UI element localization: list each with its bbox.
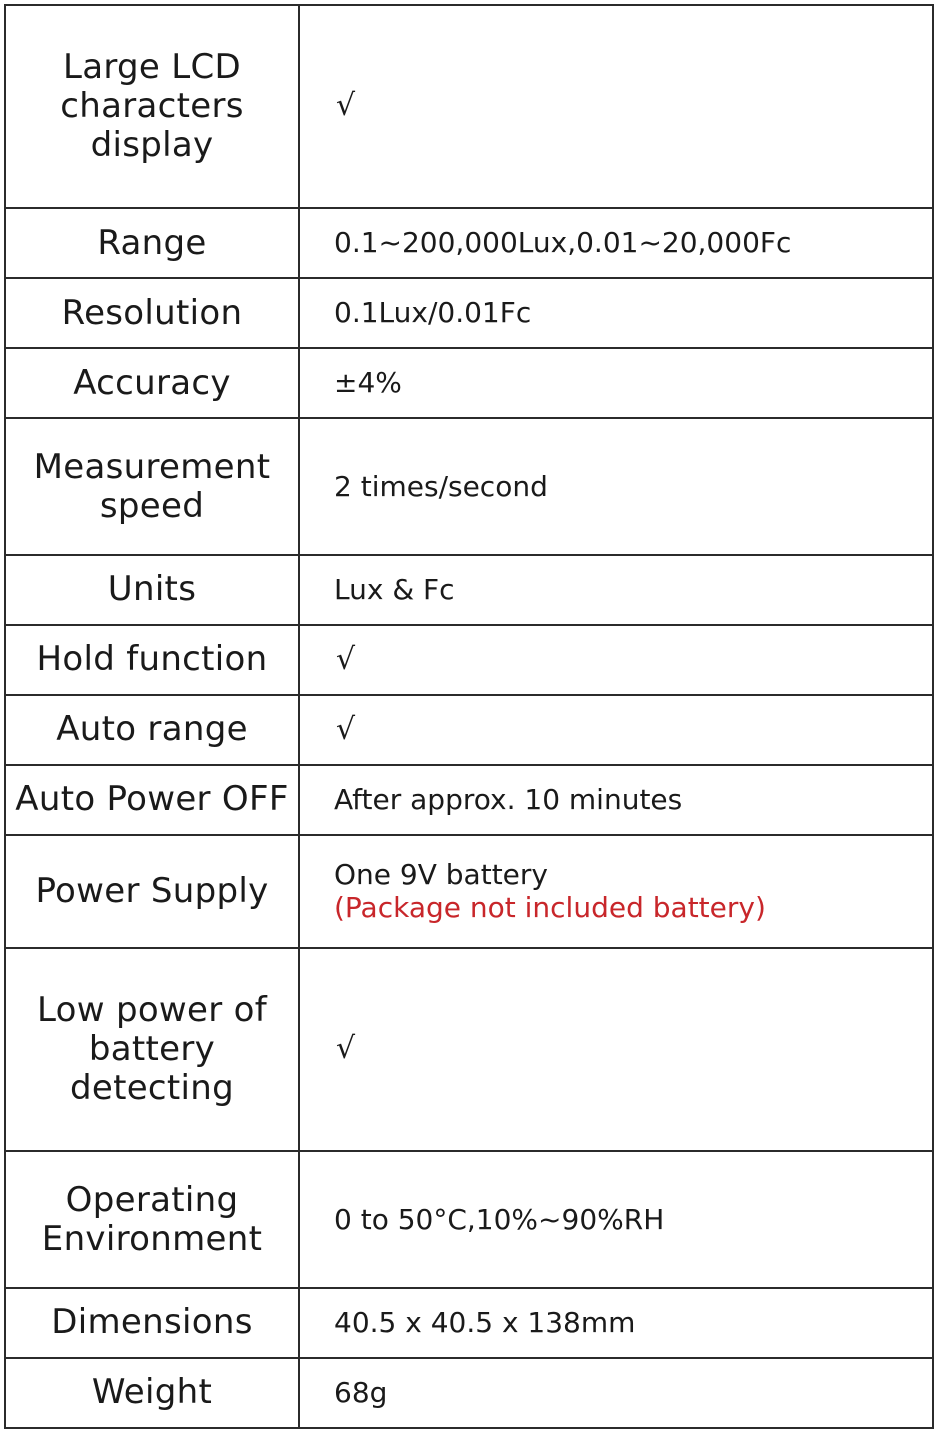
- spec-label: [5, 5, 299, 208]
- spec-label-line: battery detecting: [69, 1029, 235, 1109]
- spec-row-auto-range: [5, 695, 933, 765]
- spec-value-text: 0 to 50°C,10%~90%RH: [334, 1202, 665, 1236]
- spec-row-measurement-speed: [5, 418, 933, 555]
- spec-label-line: Operating: [65, 1179, 239, 1220]
- spec-label-line: Low power of: [36, 990, 268, 1031]
- spec-value: [299, 1358, 933, 1428]
- spec-value-text: One 9V battery: [334, 858, 548, 892]
- spec-row-units: [5, 555, 933, 625]
- spec-value-text: After approx. 10 minutes: [334, 782, 683, 816]
- spec-value: [299, 555, 933, 625]
- spec-label: [5, 835, 299, 948]
- spec-value: [299, 695, 933, 765]
- spec-value: [299, 765, 933, 835]
- battery-note: (Package not included battery): [334, 890, 766, 924]
- spec-label: [5, 208, 299, 278]
- spec-value: [299, 348, 933, 418]
- spec-value: [299, 1288, 933, 1358]
- spec-row-accuracy: [5, 348, 933, 418]
- spec-label-line: Auto range: [56, 709, 248, 750]
- spec-row-operating-environment: [5, 1151, 933, 1288]
- spec-label: [5, 625, 299, 695]
- spec-row-hold-function: [5, 625, 933, 695]
- spec-label-line: Dimensions: [51, 1302, 253, 1343]
- spec-label-line: characters display: [60, 86, 244, 166]
- spec-table-body: [5, 5, 933, 1428]
- spec-table: [4, 4, 934, 1429]
- spec-label: [5, 695, 299, 765]
- spec-label-line: Power Supply: [35, 870, 269, 911]
- spec-value: [299, 1151, 933, 1288]
- spec-label-line: Weight: [91, 1372, 213, 1413]
- spec-value: [299, 625, 933, 695]
- spec-value: [299, 948, 933, 1151]
- checkmark-icon: √: [336, 641, 356, 677]
- spec-value-text: Lux & Fc: [334, 572, 455, 606]
- spec-label-line: Units: [107, 569, 197, 610]
- spec-label-line: Accuracy: [73, 362, 231, 403]
- spec-label-line: Hold function: [36, 639, 268, 680]
- spec-value-text: 68g: [334, 1375, 388, 1409]
- checkmark-icon: √: [336, 1031, 356, 1067]
- spec-label: [5, 418, 299, 555]
- spec-row-weight: [5, 1358, 933, 1428]
- spec-value: [299, 5, 933, 208]
- spec-label: [5, 1288, 299, 1358]
- spec-value-text: 40.5 x 40.5 x 138mm: [334, 1305, 636, 1339]
- spec-value: [299, 418, 933, 555]
- checkmark-icon: √: [336, 711, 356, 747]
- spec-value-text: ±4%: [334, 366, 402, 400]
- spec-value: [299, 208, 933, 278]
- spec-label-line: speed: [99, 485, 205, 526]
- spec-value-text: 0.1~200,000Lux,0.01~20,000Fc: [334, 226, 792, 260]
- spec-row-auto-power-off: [5, 765, 933, 835]
- spec-row-power-supply: [5, 835, 933, 948]
- spec-label-line: Auto Power OFF: [15, 779, 289, 820]
- spec-value-text: 0.1Lux/0.01Fc: [334, 296, 532, 330]
- spec-label-line: Range: [97, 222, 207, 263]
- spec-label: [5, 948, 299, 1151]
- spec-row-lcd-display: [5, 5, 933, 208]
- spec-label: [5, 348, 299, 418]
- spec-label: [5, 1358, 299, 1428]
- spec-label-line: Large LCD: [62, 46, 242, 87]
- spec-value: [299, 278, 933, 348]
- spec-label: [5, 1151, 299, 1288]
- checkmark-icon: √: [336, 88, 356, 124]
- spec-label: [5, 765, 299, 835]
- spec-label-line: Resolution: [61, 292, 243, 333]
- spec-row-range: [5, 208, 933, 278]
- spec-value: [299, 835, 933, 948]
- spec-label: [5, 278, 299, 348]
- spec-label-line: Environment: [41, 1218, 263, 1259]
- spec-row-dimensions: [5, 1288, 933, 1358]
- spec-label-line: Measurement: [33, 446, 271, 487]
- spec-label: [5, 555, 299, 625]
- spec-value-text: 2 times/second: [334, 469, 548, 503]
- spec-row-resolution: [5, 278, 933, 348]
- spec-row-low-power-detect: [5, 948, 933, 1151]
